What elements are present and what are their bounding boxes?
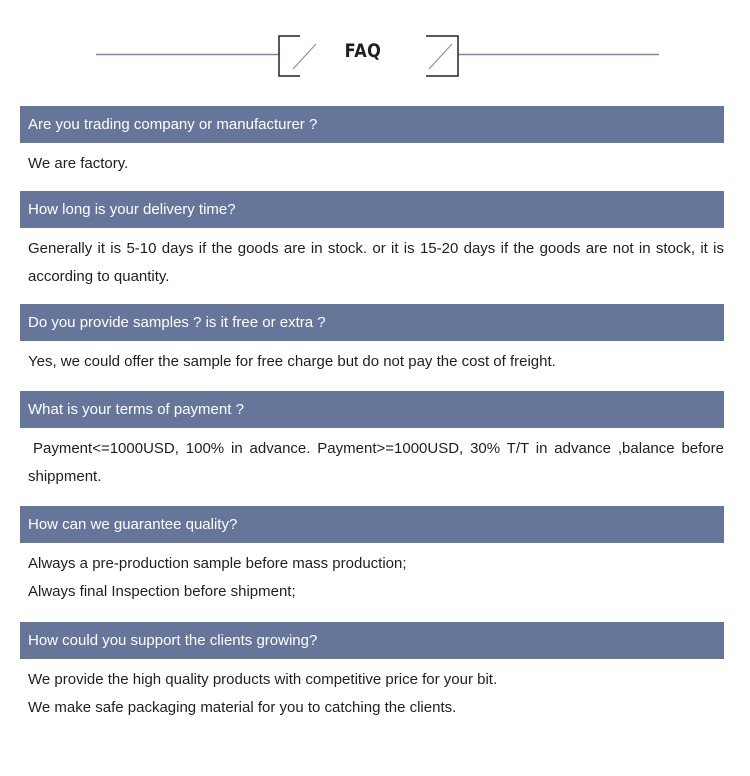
faq-answer: [20, 659, 724, 722]
faq-item-payment-terms: [20, 391, 724, 491]
faq-answer: [20, 428, 724, 491]
faq-question: What is your terms of payment ?: [20, 391, 724, 428]
faq-answer: [20, 143, 724, 178]
answer-line: Generally it is 5-10 days if the goods are in stock. or it is 15-20 days if the goods are not in stock, it is according to quantity.: [28, 240, 724, 285]
faq-item-samples: [20, 304, 724, 376]
answer-line: Always final Inspection before shipment;: [28, 583, 296, 600]
faq-title: FAQ: [344, 40, 382, 62]
faq-answer: [20, 341, 724, 376]
answer-line: Yes, we could offer the sample for free charge but do not pay the cost of freight.: [28, 353, 556, 370]
faq-question: Do you provide samples ? is it free or extra ?: [20, 304, 724, 341]
answer-line: Payment<=1000USD, 100% in advance. Payment>=1000USD, 30% T/T in advance ,balance before shippment.: [28, 440, 724, 485]
faq-header: [0, 0, 750, 90]
answer-line: Always a pre-production sample before mass production;: [28, 555, 407, 572]
faq-question: How can we guarantee quality?: [20, 506, 724, 543]
faq-question: How long is your delivery time?: [20, 191, 724, 228]
faq-item-quality-guarantee: [20, 506, 724, 606]
faq-item-trading-or-manufacturer: [20, 106, 724, 178]
answer-line: We are factory.: [28, 155, 129, 172]
faq-answer: [20, 228, 724, 291]
faq-item-client-support: [20, 622, 724, 722]
faq-answer: [20, 543, 724, 606]
faq-item-delivery-time: [20, 191, 724, 291]
faq-question: Are you trading company or manufacturer ?: [20, 106, 724, 143]
answer-line: We make safe packaging material for you to catching the clients.: [28, 699, 457, 716]
answer-line: We provide the high quality products with competitive price for your bit.: [28, 671, 498, 688]
faq-question: How could you support the clients growing?: [20, 622, 724, 659]
